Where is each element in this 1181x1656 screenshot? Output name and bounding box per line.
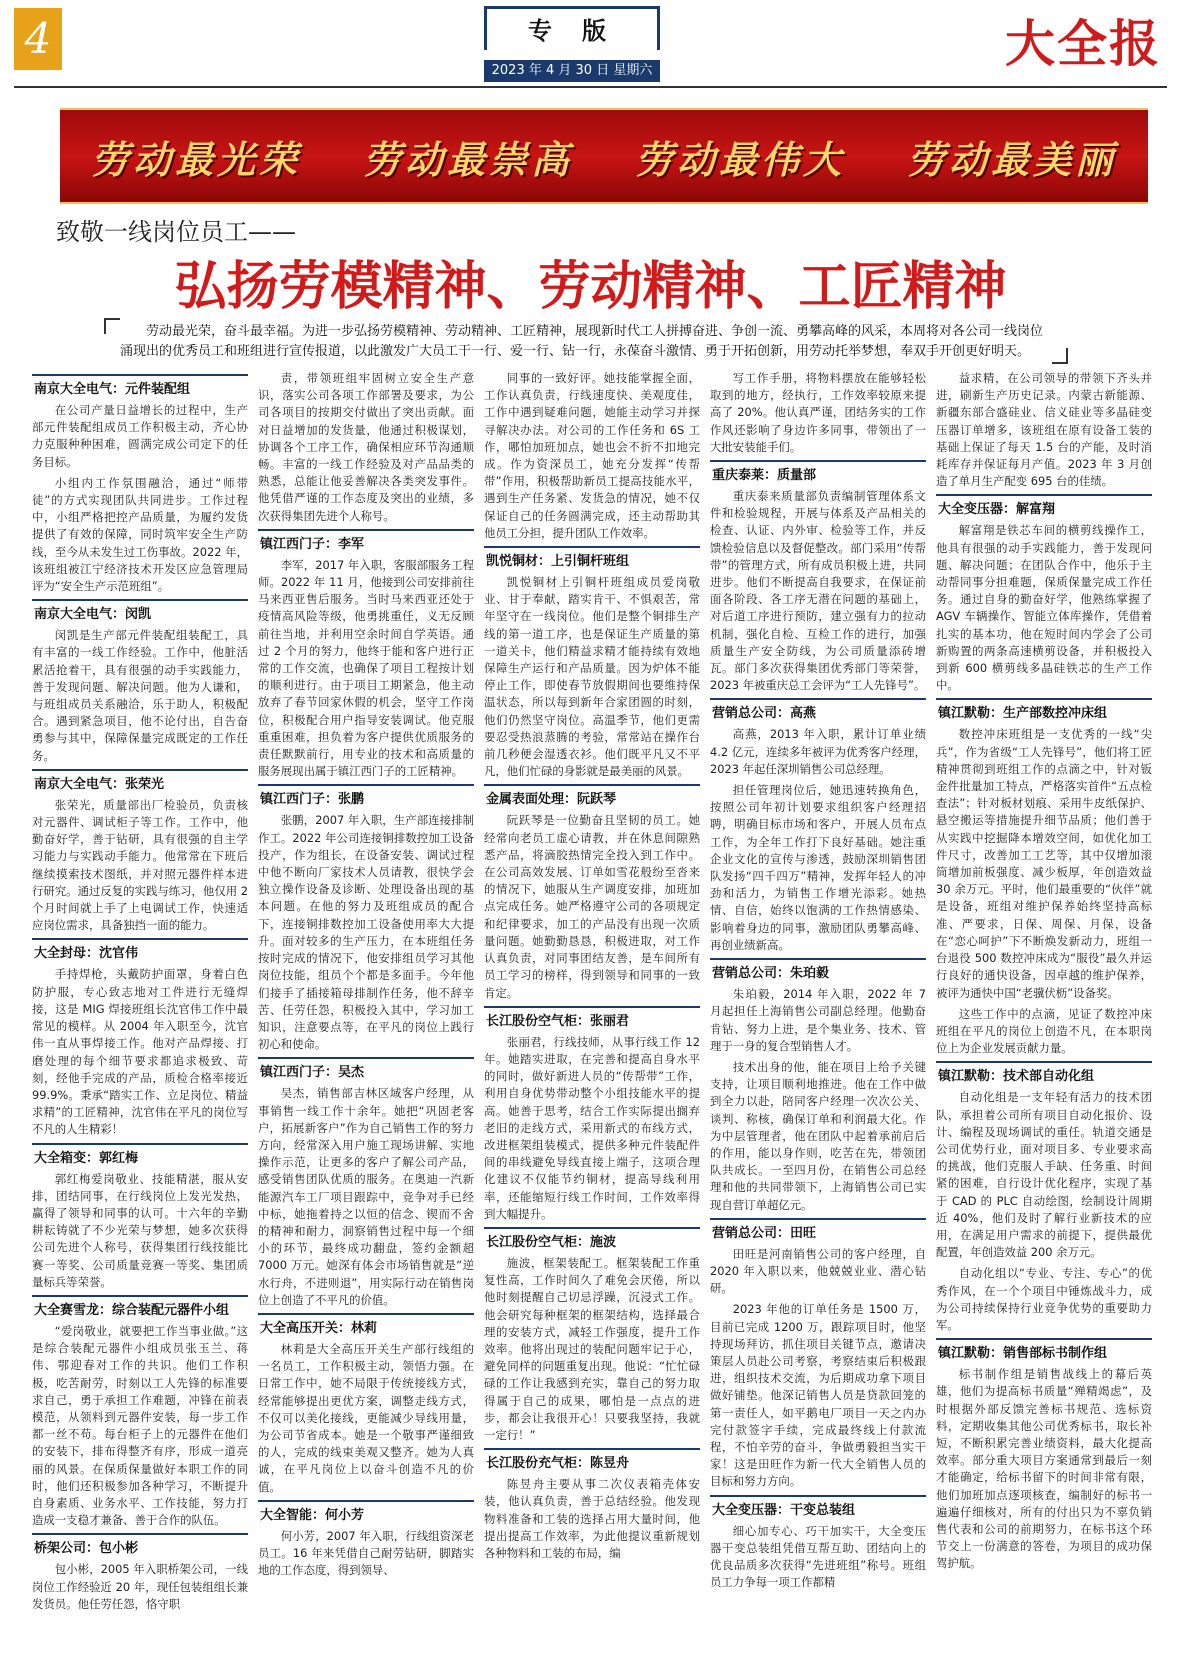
column-2: [258, 370, 474, 1656]
article-paragraph: 数控冲床班组是一支优秀的一线“尖兵”，作为省级“工人先锋号”，他们将工匠精神贯彻到班组工作的点滴之中，针对钣金件批量加工特点，严格落实首件“五点检查法”；针对板材划痕、采用牛皮纸保护、悬空搬运等措施提升细节品质；他们善于从实践中挖掘降本增效空间，如优化加工件尺寸，改善加工工艺等，其中仅增加滚筒增加前板强度、减少板厚，年创造效益 30 余万元。平时，他们最重要的“伙伴”就是设备，班组对维护保养始终坚持高标准、严要求，日保、周保、月保，设备在“恋心呵护”下不断焕发新动力，班组一台退役 500 数控冲床成为“服役”最久并运行良好的通快设备，因卓越的维护保养，被评为通快中国“老骥伏枥”设备奖。: [936, 727, 1152, 1000]
article: [32, 1533, 248, 1613]
article: [484, 370, 700, 542]
article-paragraph: 解富翔是铁芯车间的横剪线操作工，他具有很强的动手实践能力，善于发现问题、解决问题；在团队合作中，他乐于主动帮同事分担难题，保质保量完成工作任务。通过自身的勤奋好学，他熟练掌握了 AGV 车辆操作、智能立体库操作，凭借着扎实的基本功，他在短时间内学会了公司新购置的两条高速横剪设备，并积极投入到新 600 横剪线多晶硅铁芯的生产工作中。: [936, 523, 1152, 693]
article-paragraph: “爱岗敬业，就要把工作当事业做。”这是综合装配元器件小组成员张玉兰、蒋伟、鄂迎春对工作的共识。他们工作积极，吃苦耐劳，时刻以工人先锋的标准要求自己，勇于承担工作难题，冲锋在前表模范，从领料到元器件安装，每一步工作都一丝不苟。每台柜子上的元器件在他们的安装下，排布得整齐有序，形成一道亮丽的风景。在保质保量做好本职工作的同时，他们还积极参加各种学习，不断提升自身素质、业务水平、工作技能，努力打造成一支稳才兼备、善于合作的队伍。: [32, 1323, 248, 1528]
quote-bracket-right: [1052, 348, 1068, 364]
article-paragraph: 自动化组是一支年轻有活力的技术团队，承担着公司所有项目自动化报价、设计、编程及现场调试的重任。轨道交通是公司优势行业，面对项目多、专业要求高的挑战，他们克服人手缺、任务重、时间紧的困难，自行设计优化程序，实现了基于 CAD 的 PLC 自动绘图，绘制设计周期近 40%，他们及时了解行业新技术的应用，在满足用户需求的前提下，提供最优配置，年创造效益 200 余万元。: [936, 1090, 1152, 1260]
article-columns: [32, 370, 1156, 1656]
article-paragraph: 陈昱舟主要从事二次仪表箱壳体安装，他认真负责，善于总结经验。他发现物料准备和工装的选择占用大量时间，他提出提高工作效率，为此他提议重新规划各种物料和工装的布局，编: [484, 1477, 700, 1560]
article-paragraph: 担任管理岗位后，她迅速转换角色，按照公司年初计划要求组织客户经理招聘，明确目标市场和客户，开展人员布点工作，为全年工作打下良好基础。她注重企业文化的宣传与渗透，鼓励深圳销售团队发扬“四千四万”精神，发挥年轻人的冲劲和活力，为销售工作增光添彩。她热情、自信，始终以饱满的工作热情感染、影响着身边的同事，激励团队勇攀高峰、再创业绩新高。: [710, 783, 926, 952]
article-title: 长江股份空气柜：施波: [484, 1227, 700, 1252]
article: [484, 1227, 700, 1444]
article-title: 长江股份充气柜：陈昱舟: [484, 1448, 700, 1473]
article-paragraph: 自动化组以“专业、专注、专心”的优秀作风，在一个个项目中锤炼战斗力，成为公司持续保持行业竞争优势的重要助力军。: [936, 1266, 1152, 1332]
article: [32, 1143, 248, 1291]
article-title: 桥架公司：包小彬: [32, 1533, 248, 1558]
article: [710, 958, 926, 1214]
article-title: 镇江默勒：生产部数控冲床组: [936, 698, 1152, 723]
article-title: 大全赛雪龙：综合装配元器件小组: [32, 1295, 248, 1320]
article-paragraph: 闵凯是生产部元件装配组装配工，具有丰富的一线工作经验。工作中，他脏活累活抢着干，具有很强的动手实践能力，善于发现问题、解决问题。他为人谦和，与班组成员关系融洽，乐于助人，积极配合。遇到紧急项目，他不论付出，自告奋勇参与其中，保障保量完成既定的工作任务。: [32, 628, 248, 763]
article: [32, 769, 248, 935]
article-paragraph: 同事的一致好评。她技能掌握全面，工作认真负责，行线速度快、美观度佳，工作中遇到疑难问题，她能主动学习并探寻解决办法。对公司的工作任务和 6S 工作，哪怕加班加点，她也会不折不扣地完成。作为资深员工，她充分发挥“传帮带”作用，积极帮助新员工提高技能水平，遇到生产任务紧、发货急的情况，她不仅保证自己的任务圆满完成，还主动帮助其他员工分担，提升团队工作效率。: [484, 371, 700, 540]
article-title: 长江股份空气柜：张丽君: [484, 1006, 700, 1031]
article-paragraph: 何小芳，2007 年入职，行线组资深老员工。16 年来凭借自己耐劳钻研，脚踏实地的工作态度，得到领导、: [258, 1528, 474, 1578]
column-1: [32, 370, 248, 1656]
article: [258, 1500, 474, 1580]
article: [258, 1313, 474, 1496]
headline: 弘扬劳模精神、劳动精神、工匠精神: [174, 256, 1007, 317]
article-paragraph: 细心加专心、巧干加实干，大全变压器干变总装组凭借互帮互助、团结向上的优良品质多次获得“先进班组”称号。班组员工力争每一项工作都精: [710, 1523, 926, 1590]
banner: [60, 108, 1148, 204]
banner-slogan: 劳动最伟大: [634, 136, 845, 182]
banner-slogan: 劳动最美丽: [906, 136, 1117, 182]
article-paragraph: 张荣光，质量部出厂检验员，负责核对元器件、调试柜子等工作。工作中，他勤奋好学，善于钻研，具有很强的自主学习能力与实践动手能力。他常常在下班后继续摸索技术图纸，并对照元器件样本进行研究。通过反复的实践与练习，他仅用 2 个月时间就上手了上电调试工作，快速适应岗位需求，具备独挡一面的能力。: [32, 797, 248, 933]
article-title: 镇江西门子：张鹏: [258, 784, 474, 809]
article-paragraph: 这些工作中的点滴，见证了数控冲床班组在平凡的岗位上创造不凡，在本职岗位上为企业发展贡献力量。: [936, 1006, 1152, 1056]
article: [258, 370, 474, 525]
article-paragraph: 益求精，在公司领导的带领下齐头并进，刷新生产历史记录。内蒙古新能源、新疆东部合盛硅业、信义硅业等多晶硅变压器订单增多，该班组在原有设备工装的基础上保证了每天 1.5 台的产能，及时消耗库存并保证每月产值。2023 年 3 月创造了单月生产配变 695 台的佳绩。: [936, 371, 1152, 489]
article-title: 镇江西门子：吴杰: [258, 1057, 474, 1082]
article: [710, 370, 926, 456]
article-paragraph: 林莉是大全高压开关生产部行线组的一名员工，工作积极主动，领悟力强。在日常工作中，她不局限于传统接线方式，经常能够提出更优方案，调整走线方式，不仅可以美化接线，更能减少导线用量，为公司节省成本。她是一个敬事严谨细致的人，完成的线束美观又整齐。她为人真诚，在平凡岗位上以奋斗创造不凡的价值。: [258, 1341, 474, 1494]
lead-paragraph: 劳动最光荣，奋斗最幸福。为进一步弘扬劳模精神、劳动精神、工匠精神，展现新时代工人拼搏奋进、争创一流、勇攀高峰的风采，本周将对各公司一线岗位涌现出的优秀员工和班组进行宣传报道，以此激发广大员工干一行、爱一行、钻一行，永葆奋斗激情、勇于开拓创新，用劳动托举梦想，奉双手开创更好明天。: [120, 324, 1044, 359]
column-5: [936, 370, 1152, 1656]
article: [484, 1448, 700, 1562]
article: [258, 529, 474, 781]
kicker: 致敬一线岗位员工——: [56, 218, 296, 246]
article: [936, 698, 1152, 1057]
masthead-logo: 大全报: [1005, 14, 1161, 73]
article-title: 大全变压器：解富翔: [936, 494, 1152, 519]
article-title: 镇江默勒：销售部标书制作组: [936, 1338, 1152, 1363]
article-title: 凯悦铜材：上引铜杆班组: [484, 546, 700, 571]
article: [32, 374, 248, 595]
banner-slogan: 劳动最光荣: [90, 136, 301, 182]
article-paragraph: 高燕，2013 年入职，累计订单业绩 4.2 亿元，连续多年被评为优秀客户经理，2023 年起任深圳销售公司总经理。: [710, 727, 926, 776]
article-paragraph: 包小彬，2005 年入职桥架公司，一线岗位工作经验近 20 年，现任包装组组长兼发货员。他任劳任怨，恪守职: [32, 1562, 248, 1611]
article-title: 南京大全电气：闵凯: [32, 599, 248, 624]
article-paragraph: 小组内工作氛围融洽，通过“师带徒”的方式实现团队共同进步。工作过程中，小组严格把控产品质量，为履约发货提供了有效的保障，同时筑牢安全生产防线，至今从未发生过工伤事故。2022 年，该班组被江宁经济技术开发区应急管理局评为“安全生产示范班组”。: [32, 475, 248, 594]
article: [710, 698, 926, 954]
article-paragraph: 张丽君，行线技师，从事行线工作 12 年。她踏实进取，在完善和提高自身水平的同时，做好新进人员的“传帮带”工作，利用自身优势带动整个小组技能水平的提高。她善于思考，结合工作实际提出搁弃老旧的走线方式，采用新式的布线方式，改进框架组装模式，提供多种元件装配件间的串线避免导线直接上端子，这项合理化建议不仅能节约铜材，提高导线利用率，还能缩短行线工作时间，工作效率得到大幅提升。: [484, 1034, 700, 1221]
article-paragraph: 郭红梅爱岗敬业、技能精湛，服从安排，团结同事，在行线岗位上发光发热，赢得了领导和同事的认可。十六年的辛勤耕耘铸就了不少光荣与梦想，她多次获得公司先进个人称号，获得集团行线技能比赛一等奖、公司质量竞赛一等奖、集团质量标兵等荣誉。: [32, 1171, 248, 1289]
issue-date: 2023 年 4 月 30 日 星期六: [484, 60, 660, 82]
article-title: 大全高压开关：林莉: [258, 1313, 474, 1338]
article-title: 营销总公司：朱珀毅: [710, 958, 926, 983]
article: [936, 1061, 1152, 1334]
article-title: 大全变压器：干变总装组: [710, 1495, 926, 1520]
article-title: 镇江西门子：李军: [258, 529, 474, 554]
section-title: 专版: [484, 6, 660, 50]
article: [32, 938, 248, 1138]
article-paragraph: 标书制作组是销售战线上的幕后英雄，他们为提高标书质量“殚精竭虑”，及时根据外部反馈完善标书规范、选标资料，定期收集其他公司优秀标书，取长补短，不断积累完善业绩资料，最大化提高效率。部分重大项目方案通常到最后一刻才能确定，给标书留下的时间非常有限，他们加班加点逐项核查，编制好的标书一遍遍仔细核对，所有的付出只为不辜负销售代表和公司的前期努力，在标书这个环节交上一份满意的答卷，为项目的成功保驾护航。: [936, 1367, 1152, 1571]
article: [32, 599, 248, 765]
article: [936, 494, 1152, 694]
article-paragraph: 凯悦铜材上引铜杆班组成员爱岗敬业、甘于奉献，踏实肯干、不惧艰苦，常年坚守在一线岗位。他们是整个铜排生产线的第一道工序，也是保证生产质量的第一道关卡，他们精益求精才能持续有效地保障生产运行和产品质量。因为炉体不能停止工作，即使春节放假期间也要维持保温状态，所以每到新年合家团圆的时刻，他们仍然坚守岗位。高温季节，他们更需要忍受热浪蒸腾的考验，常常站在操作台前几秒便会湿透衣衫。他们既平凡又不平凡，他们忙碌的身影就是最美丽的风景。: [484, 575, 700, 779]
article-paragraph: 责，带领班组牢固树立安全生产意识，落实公司各项工作部署及要求，为公司各项目的按期交付做出了突出贡献。面对日益增加的发货量，他通过积极谋划，协调各个工序工作，确保相应环节沟通顺畅。丰富的一线工作经验及对产品品类的熟悉，总能让他妥善解决各类突发事件。他凭借严谨的工作态度及突出的业绩，多次获得集团先进个人称号。: [258, 371, 474, 523]
article-paragraph: 在公司产量日益增长的过程中，生产部元件装配组成员工作积极主动，齐心协力克服种种困难，圆满完成公司定下的任务目标。: [32, 403, 248, 469]
article-paragraph: 吴杰，销售部吉林区域客户经理，从事销售一线工作十余年。她把“巩固老客户，拓展新客户”作为自己销售工作的努力方向，经常深入用户施工现场讲解、实地操作示范，让更多的客户了解公司产品，感受销售团队优质的服务。在奥迪一汽新能源汽车工厂项目跟踪中，竞争对手已经中标，她拖着持之以恒的信念、锲而不舍的精神和耐力，洞察销售过程中每一个细小的环节，最终成功翻盘，签约金额超 7000 万元。她深有体会市场销售就是“逆水行舟，不进则退”，用实际行动在销售岗位上创造了不平凡的价值。: [258, 1086, 474, 1307]
banner-slogan: 劳动最崇高: [362, 136, 573, 182]
article: [710, 1495, 926, 1592]
article-title: 营销总公司：高燕: [710, 698, 926, 723]
article-paragraph: 技术出身的他，能在项目上给予关键支持，让项目顺利地推进。他在工作中做到全力以赴，陪同客户经理一次次公关、谈判、称核，确保订单和利润最大化。作为中层管理者，他在团队中起着承前启后的作用，能以身作则，吃苦在先，带领团队共成长。一至四月份，在销售公司总经理和他的共同带领下，上海销售公司已实现自营订单超亿元。: [710, 1059, 926, 1212]
article-paragraph: 施波，框架装配工。框架装配工作重复性高，工作时间久了难免会厌倦，所以他时刻提醒自己切忌浮躁，沉浸式工作。他会研究每种框架的框架结构，选择最合理的安装方式，减轻工作强度，提升工作效率。他将出现过的装配问题牢记于心，避免同样的问题重复出现。他说：“忙忙碌碌的工作让我感到充实，靠自己的努力取得属于自己的成果，哪怕是一点点的进步，都会让我很开心！只要我坚持，我就一定行！”: [484, 1255, 700, 1442]
column-4: [710, 370, 926, 1656]
article-paragraph: 阮跃琴是一位勤奋且坚韧的员工。她经常向老员工虚心请教，并在休息间隙熟悉产品，将滴胶热情完全投入到工作中。在公司高效发展、订单如雪花般纷至沓来的情况下，她服从生产调度安排，加班加点完成任务。她严格遵守公司的各项规定和纪律要求，加工的产品没有出现一次质量问题。她勤勤恳恳，积极进取，对工作认真负责，对同事团结友善，是车间所有员工学习的榜样，得到领导和同事的一致肯定。: [484, 813, 700, 1000]
column-3: [484, 370, 700, 1656]
article-paragraph: 2023 年他的订单任务是 1500 万，目前已完成 1200 万，跟踪项目时，他坚持现场拜访，抓住项目关键节点，邀请决策层人员赴公司考察，考察结束后积极跟进，组织技术交流，为后期成功拿下项目做好铺垫。他深记销售人员是贷款回笼的第一责任人，如平鹅电厂项目一天之内办完付款签字手续，完成最终线上付款流程，不怕辛劳的奋斗，争做勇毅担当实干家！这是田旺作为新一代大全销售人员的目标和努力方向。: [710, 1302, 926, 1489]
article-title: 大全封母：沈官伟: [32, 938, 248, 963]
article-title: 大全箱变：郭红梅: [32, 1143, 248, 1168]
article-title: 镇江默勒：技术部自动化组: [936, 1061, 1152, 1086]
article-title: 营销总公司：田旺: [710, 1218, 926, 1243]
article: [258, 1057, 474, 1309]
article: [710, 460, 926, 694]
article-paragraph: 李军，2017 年入职，客服部服务工程师。2022 年 11 月，他接到公司安排前往马来西亚售后服务。当时马来西亚还处于疫情高风险等级，他勇挑重任，义无反顾前往当地，并利用空余时间自学英语。通过 2 个月的努力，他终于能和客户进行正常的工作交流，也确保了项目工程按计划的顺利进行。由于项目工期紧急，他主动放弃了春节回家休假的机会，坚守工作岗位，积极配合用户指导安装调试。他克服重重困难，担负着为客户提供优质服务的责任默默前行，用专业的技术和高质量的服务展现出属于镇江西门子的工匠精神。: [258, 557, 474, 779]
article-title: 南京大全电气：张荣光: [32, 769, 248, 794]
article: [484, 784, 700, 1001]
article-title: 重庆泰莱：质量部: [710, 460, 926, 485]
header-rule: [14, 86, 1167, 88]
article-title: 金属表面处理：阮跃琴: [484, 784, 700, 809]
article: [936, 1338, 1152, 1572]
article-paragraph: 朱珀毅，2014 年入职，2022 年 7 月起担任上海销售公司副总经理。他勤奋肯钻、努力上进，是个集业务、技术、管理于一身的复合型销售人才。: [710, 987, 926, 1053]
article-paragraph: 写工作手册，将物料摆放在能够轻松取到的地方，经执行，工作效率较原来提高了 20%。他认真严谨，团结务实的工作作风还影响了身边许多同事，带领出了一大批安装能手们。: [710, 371, 926, 454]
article: [32, 1295, 248, 1529]
article-paragraph: 手持焊枪，头戴防护面罩，身着白色防护服，专心致志地对工件进行无缝焊接，这是 MIG 焊接班组长沈官伟工作中最常见的模样。从 2004 年入职至今，沈官伟一直从事焊接工作。他对产品焊接、打磨处理的每个细节要求都追求极致、苛刻，经他手完成的产品，质检合格率接近 99.9%。秉承“踏实工作、立足岗位、精益求精”的工匠精神，沈官伟在平凡的岗位写不凡的人生精彩！: [32, 967, 248, 1137]
article-paragraph: 张鹏，2007 年入职，生产部连接排制作工。2022 年公司连接铜排数控加工设备投产，作为组长，在设备安装、调试过程中他不断向厂家技术人员请教，很快学会独立操作设备及诊断、处理设备出现的基本问题。在他的努力及班组成员的配合下，连接铜排数控加工设备使用率大大提升。面对较多的生产压力，在本班组任务按时完成的情况下，他安排组员学习其他岗位技能，组员个个都是多面手。今年他们接手了插接箱母排制作任务，他不辞辛苦、任劳任怨，积极投入其中，学习加工知识，注意要点等，在平凡的岗位上践行初心和使命。: [258, 813, 474, 1052]
article: [936, 370, 1152, 490]
quote-bracket-left: [104, 318, 120, 334]
article: [484, 546, 700, 780]
article-title: 大全智能：何小芳: [258, 1500, 474, 1525]
page-number: 4: [14, 8, 62, 70]
article-paragraph: 重庆泰来质量部负责编制管理体系文件和检验规程，开展与体系及产品相关的检查、认证、内外审、检验等工作，并反馈检验信息以及督促整改。部门采用“传帮带”的管理方式，所有成员积极上进，共同进步。他们不断提高自我要求，在保证前面各阶段、各工序无潜在问题的基础上，对后道工序进行预防，建立强有力的拉动机制，强化自检、互检工作的进行，加强质量生产安全防线，为公司质量添砖增瓦。部门多次获得集团优秀部门等荣誉，2023 年被重庆总工会评为“工人先锋号”。: [710, 489, 926, 693]
article: [258, 784, 474, 1053]
article: [484, 1006, 700, 1223]
article: [710, 1218, 926, 1491]
article-paragraph: 田旺是河南销售公司的客户经理，自 2020 年入职以来，他兢兢业业、潜心钻研。: [710, 1246, 926, 1296]
article-title: 南京大全电气：元件装配组: [32, 374, 248, 399]
